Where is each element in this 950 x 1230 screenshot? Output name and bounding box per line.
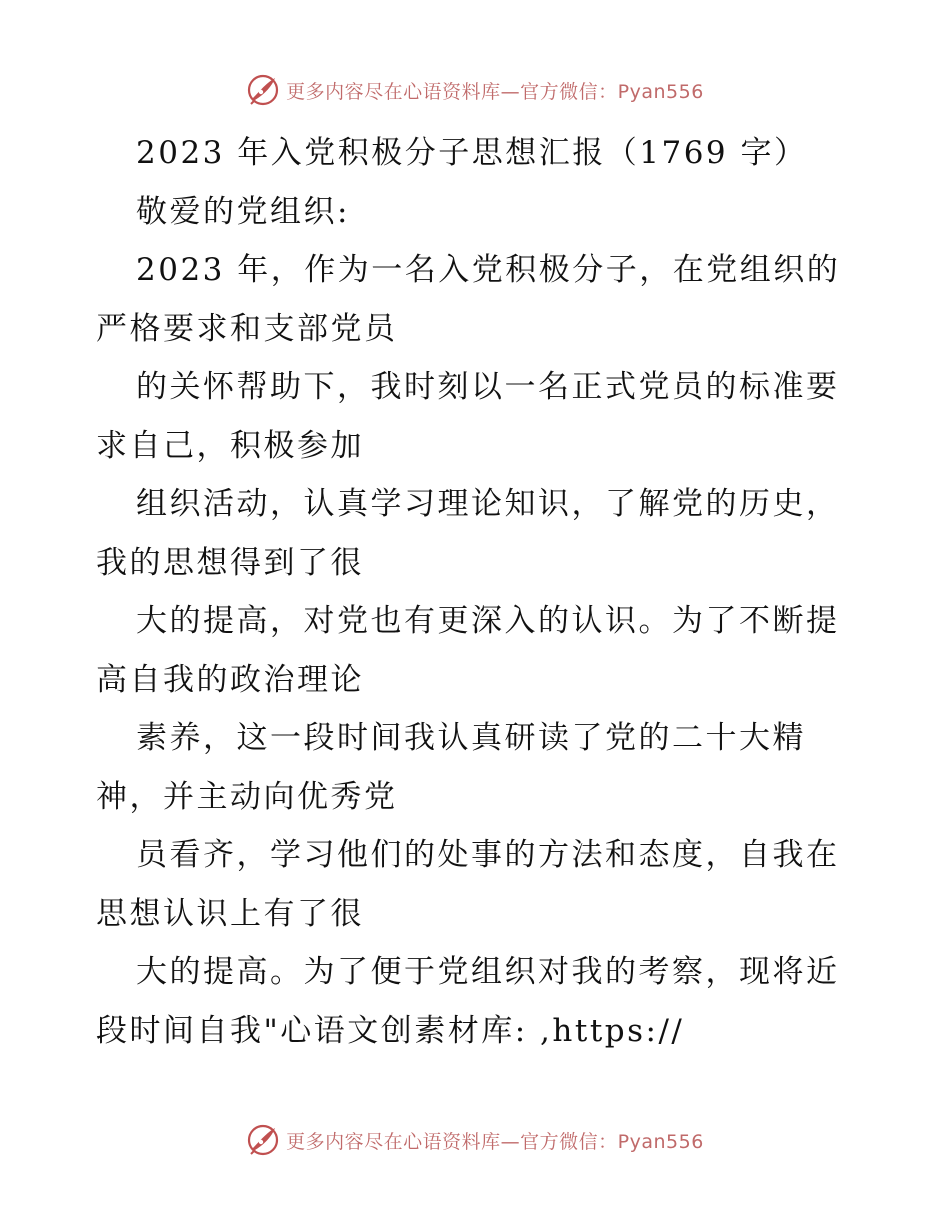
- document-line: 素养，这一段时间我认真研读了党的二十大精: [136, 720, 806, 756]
- document-line: 我的思想得到了很: [96, 544, 364, 581]
- document-line: 严格要求和支部党员: [96, 310, 398, 347]
- header-watermark-banner: [0, 70, 950, 110]
- document-line: 员看齐，学习他们的处事的方法和态度，自我在: [136, 837, 840, 873]
- quill-pen-logo-icon: [246, 73, 280, 107]
- quill-pen-logo-icon: [246, 1123, 280, 1157]
- document-line: 敬爱的党组织:: [136, 193, 350, 230]
- document-line: 高自我的政治理论: [96, 661, 364, 698]
- document-body: [96, 124, 876, 1060]
- document-line: 段时间自我"心语文创素材库: ,https://: [96, 1012, 685, 1049]
- document-line: 思想认识上有了很: [96, 895, 364, 932]
- header-watermark-text: 更多内容尽在心语资料库—官方微信：Pyan556: [286, 80, 704, 103]
- footer-watermark-banner: [0, 1120, 950, 1160]
- document-line: 神，并主动向优秀党: [96, 778, 398, 815]
- document-line: 2023 年，作为一名入党积极分子，在党组织的: [136, 252, 841, 288]
- document-line: 组织活动，认真学习理论知识，了解党的历史，: [136, 486, 840, 522]
- document-line: 求自己，积极参加: [96, 427, 364, 464]
- document-line: 的关怀帮助下，我时刻以一名正式党员的标准要: [136, 369, 840, 405]
- document-line: 大的提高，对党也有更深入的认识。为了不断提: [136, 603, 840, 639]
- document-line: 2023 年入党积极分子思想汇报（1769 字）: [136, 135, 808, 171]
- document-line: 大的提高。为了便于党组织对我的考察，现将近: [136, 954, 840, 990]
- footer-watermark-text: 更多内容尽在心语资料库—官方微信：Pyan556: [286, 1130, 704, 1153]
